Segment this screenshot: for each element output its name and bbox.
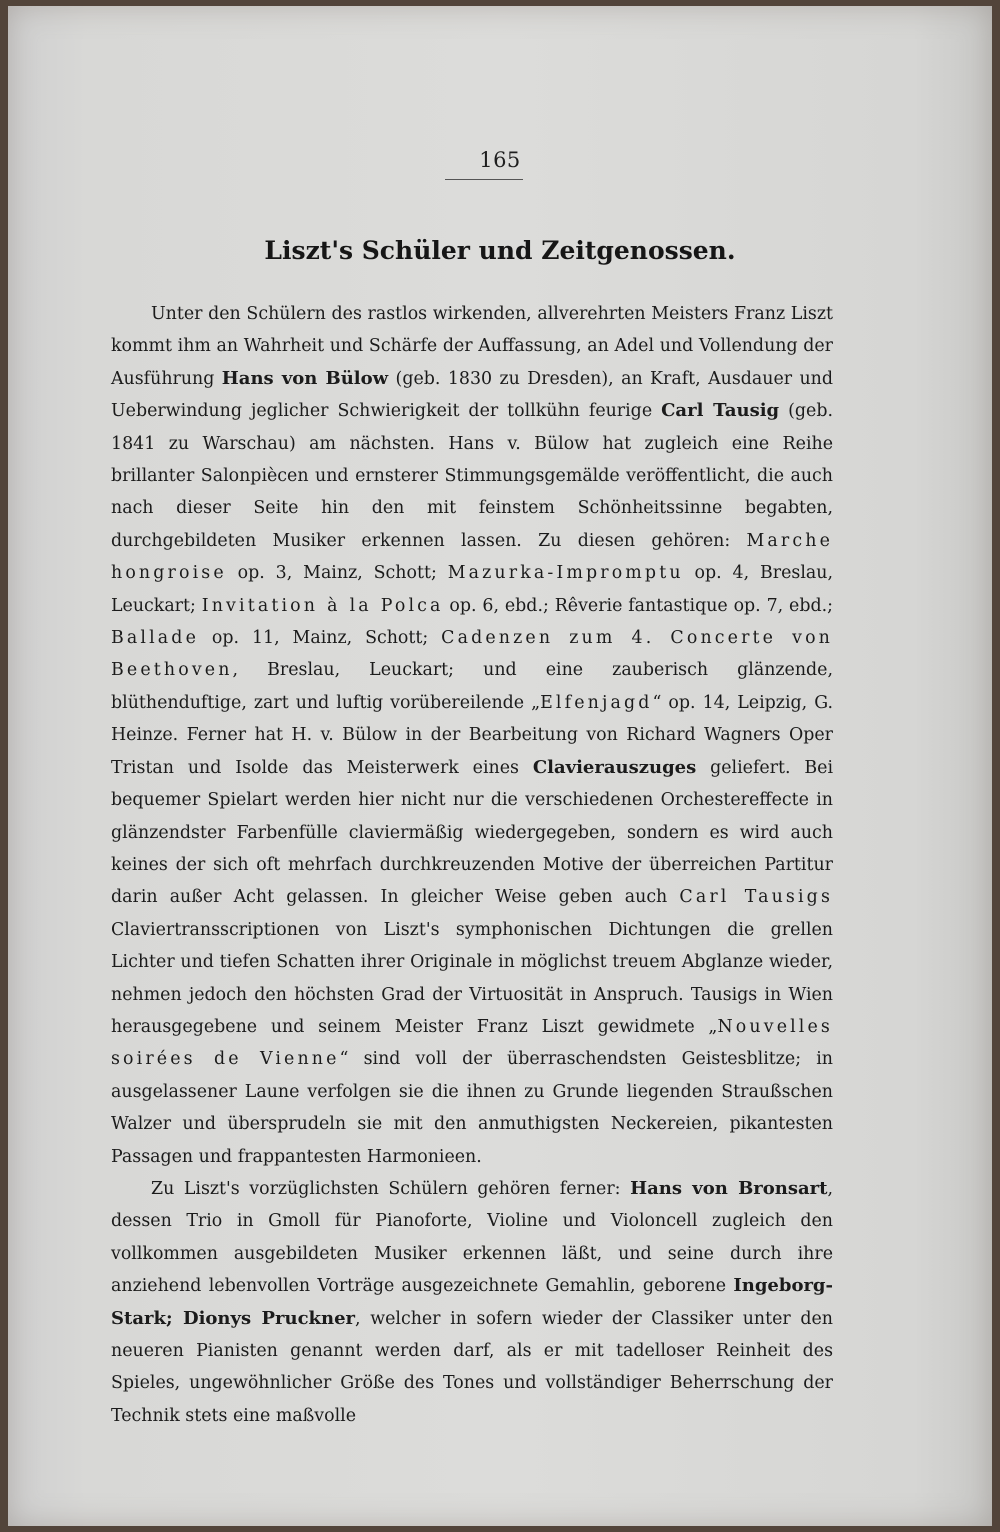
emphasized-name: Hans von Bülow (221, 367, 389, 389)
emphasized-name: Ingeborg-Stark (111, 1275, 833, 1329)
work-title: Elfenjagd (540, 692, 653, 713)
text-run: op. 4, Breslau, Leuckart; (111, 563, 833, 616)
work-title: Cadenzen zum 4. Concerte von Beethoven (111, 628, 834, 681)
text-run: “ op. 14, Leipzig, G. Heinze. Ferner hat H. v. Bülow in der Bearbeitung von Richard Wagners Oper Tristan und Isolde das Meisterwerk eines (111, 692, 834, 778)
emphasized-name: Hans von Bronsart (630, 1177, 828, 1199)
text-run: op. 11, Mainz, Schott; (199, 628, 442, 649)
text-run: , dessen Trio in Gmoll für Pianoforte, Violine und Violoncell zugleich den vollkommen ausgebildeten Musiker erkennen läßt, und seine durch ihre anziehend lebenvollen Vorträge ausgezeichnete Gemahlin, geborene (111, 1178, 833, 1297)
work-title: Nouvelles soirées de Vienne (111, 1016, 833, 1070)
body-text (111, 298, 833, 1432)
text-run: op. 3, Mainz, Schott; (226, 563, 448, 584)
text-run: “ sind voll der überraschendsten Geistesblitze; in ausgelassener Laune verfolgen sie die ihnen zu Grunde liegenden Straußschen Walzer und übersprudeln sie mit den anmuthigsten Neckereien, pikantesten Passagen und frappantesten Harmonieen. (111, 1049, 833, 1167)
work-title: Invitation à la Polca (201, 595, 444, 616)
emphasized-name: Carl Tausig (661, 400, 780, 422)
paragraph-2 (111, 1173, 833, 1432)
paragraph-1 (111, 298, 833, 1173)
text-run: Zu Liszt's vorzüglichsten Schülern gehören ferner: (151, 1178, 631, 1199)
text-run: Claviertransscriptionen von Liszt's symphonischen Dichtungen die grellen Lichter und tiefen Schatten ihrer Originale in möglichst treuem Abglanze wieder, nehmen jedoch den höchsten Grad der Virtuosität in Anspruch. Tausigs in Wien herausgegebene und seinem Meister Franz Liszt gewidmete „ (111, 919, 833, 1037)
text-run: Rêverie fantastique (554, 595, 728, 616)
work-title: Marche hongroise (111, 530, 833, 584)
text-run: op. 6, ebd.; (443, 595, 555, 616)
emphasized-name: ; (165, 1307, 183, 1329)
text-run: (geb. 1830 zu Dresden), an Kraft, Ausdauer und Ueberwindung jeglicher Schwierigkeit der tollkühn feurige (111, 368, 833, 422)
work-title: Carl Tausigs (679, 887, 834, 908)
work-title: Ballade (111, 628, 199, 649)
emphasized-name: Dionys Pruckner (182, 1307, 356, 1329)
text-run: , Breslau, Leuckart; und eine zauberisch glänzende, blüthenduftige, zart und luftig vorübereilende „ (111, 660, 833, 713)
chapter-title: Liszt's Schüler und Zeitgenossen. (264, 236, 736, 265)
text-run: (geb. 1841 zu Warschau) am nächsten. Hans v. Bülow hat zugleich eine Reihe brillanter Salonpiècen und ernsterer Stimmungsgemälde veröffentlicht, die auch nach dieser Seite hin den mit feinstem Schönheitssinne begabten, durchgebildeten Musiker erkennen lassen. Zu diesen gehören: (111, 401, 834, 551)
text-run: , welcher in sofern wieder der Classiker unter den neueren Pianisten genannt werden darf, als er mit tadelloser Reinheit des Spieles, ungewöhnlicher Größe des Tones und vollständiger Beherrschung der Technik stets eine maßvolle (111, 1308, 833, 1426)
emphasized-name: Clavierauszuges (532, 756, 697, 778)
text-run: Unter den Schülern des rastlos wirkenden, allverehrten Meisters Franz Liszt kommt ihm an Wahrheit und Schärfe der Auffassung, an Adel und Vollendung der Ausführung (111, 304, 833, 389)
text-run: op. 7, ebd.; (727, 595, 833, 616)
book-page (8, 6, 992, 1526)
page-number-rule (445, 179, 523, 180)
work-title: Mazurka-Impromptu (447, 563, 684, 584)
page-number: 165 (479, 148, 521, 172)
text-run: geliefert. Bei bequemer Spielart werden hier nicht nur die verschiedenen Orchestereffecte in glänzendster Farbenfülle claviermäßig wiedergegeben, sondern es wird auch keines der sich oft mehrfach durchkreuzenden Motive der überreichen Partitur darin außer Acht gelassen. In gleicher Weise geben auch (111, 757, 834, 908)
